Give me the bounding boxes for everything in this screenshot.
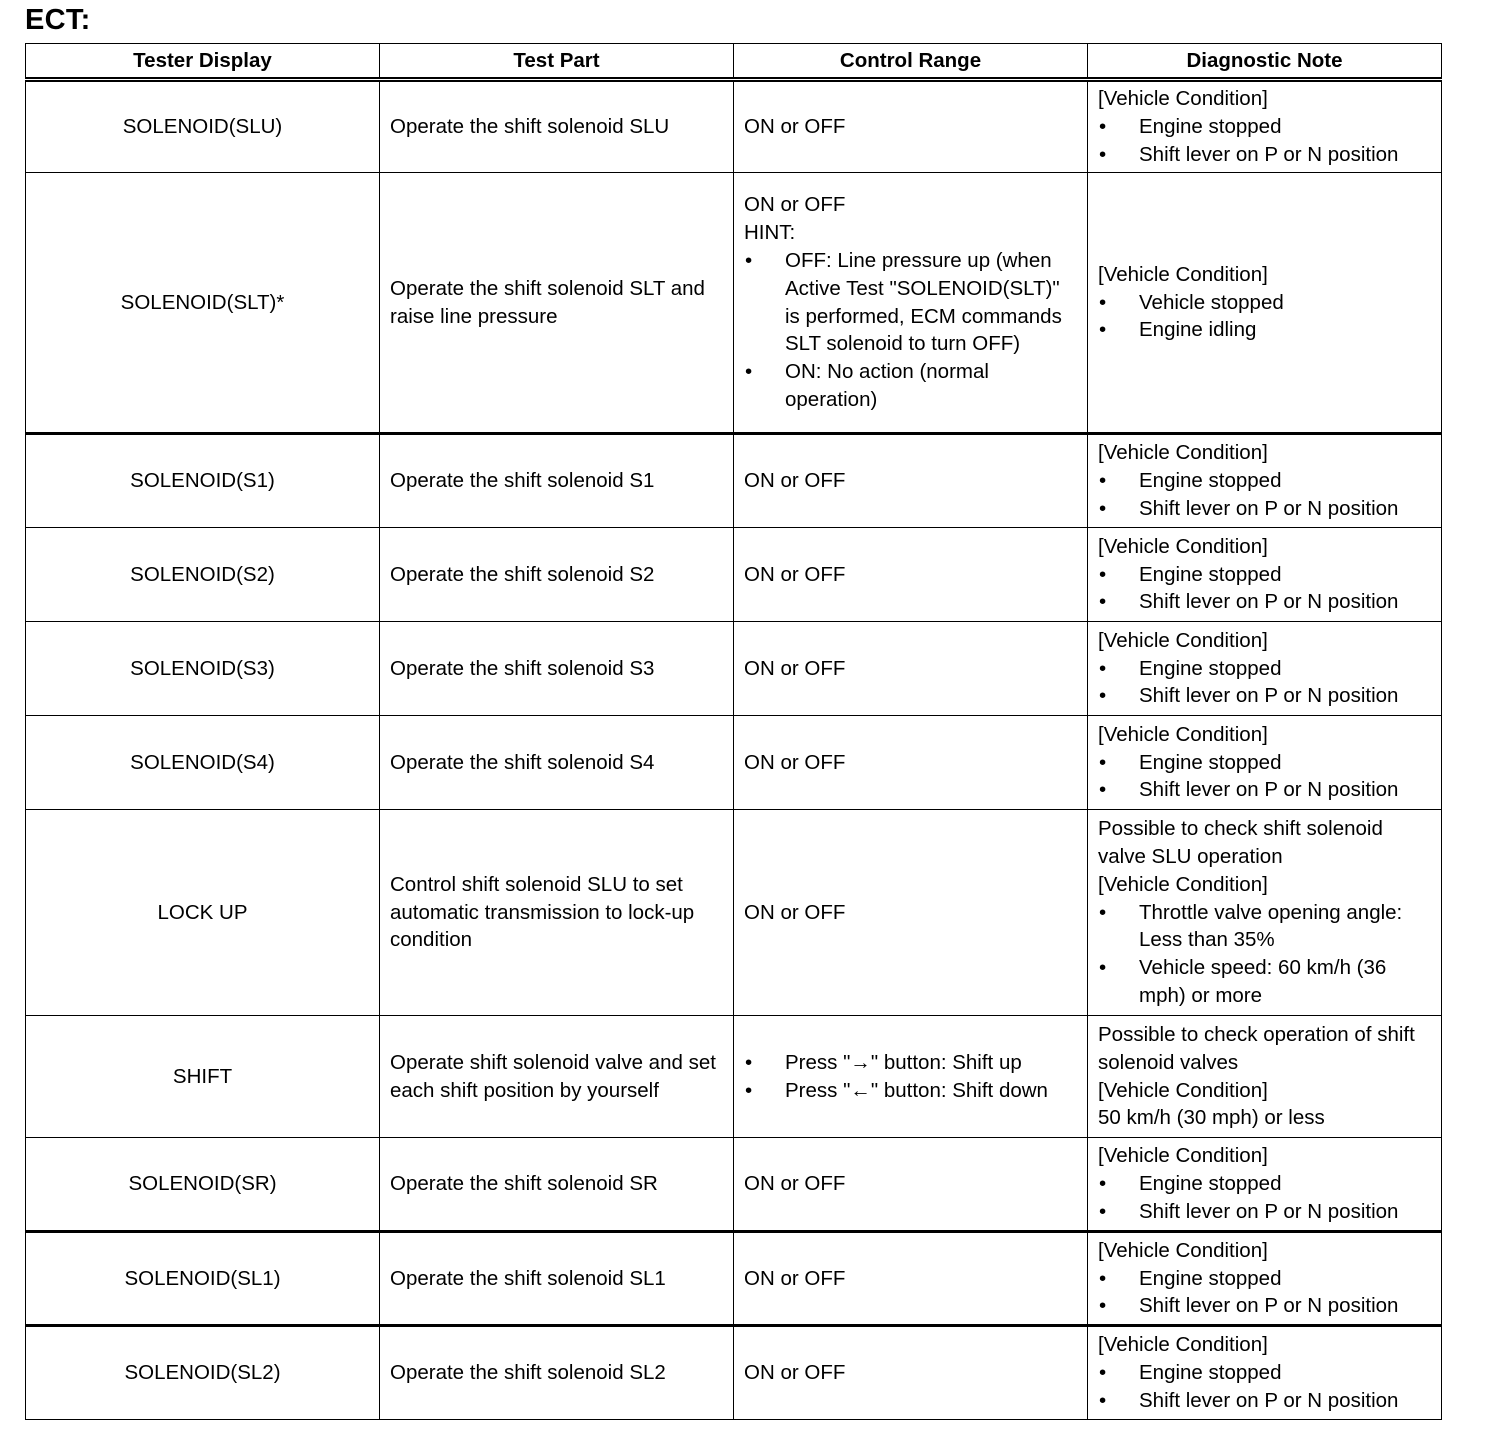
control-range-cell: ON or OFF [734, 80, 1088, 173]
control-range-cell: ON or OFF [734, 1138, 1088, 1232]
table-row [26, 1138, 1442, 1232]
note-condition: [Vehicle Condition] [1098, 722, 1268, 746]
note-bullet: • Engine stopped [1099, 656, 1282, 680]
note-bullet: • Engine stopped [1099, 1266, 1282, 1290]
note-bullet: • Vehicle stopped [1099, 290, 1284, 314]
control-range-cell: ON or OFF [734, 716, 1088, 810]
tester-display-cell: SOLENOID(S1) [26, 434, 380, 528]
tester-display-cell: SOLENOID(S4) [26, 716, 380, 810]
table-row [26, 528, 1442, 622]
table-row [26, 434, 1442, 528]
range-value: ON or OFF [744, 193, 846, 217]
note-bullet: • Engine stopped [1099, 1172, 1282, 1196]
table-row [26, 173, 1442, 434]
tester-display-cell: SOLENOID(SLU) [26, 80, 380, 173]
note-bullet: • Engine idling [1099, 318, 1257, 342]
tester-display-cell: SOLENOID(SR) [26, 1138, 380, 1232]
note-bullet: • Shift lever on P or N position [1099, 1294, 1399, 1318]
note-bullet: • Shift lever on P or N position [1099, 1199, 1399, 1223]
header-control-range: Control Range [734, 44, 1088, 80]
note-intro: Possible to check shift solenoid valve SLU operation [1098, 817, 1383, 868]
note-bullet: • Shift lever on P or N position [1099, 496, 1399, 520]
control-range-cell [734, 173, 1088, 434]
control-range-cell: ON or OFF [734, 1232, 1088, 1326]
diagnostic-note-cell [1088, 434, 1442, 528]
table-row [26, 716, 1442, 810]
table-row [26, 1326, 1442, 1420]
diagnostic-note-cell [1088, 173, 1442, 434]
diagnostic-note-cell [1088, 80, 1442, 173]
note-bullet: • Shift lever on P or N position [1099, 778, 1399, 802]
header-diagnostic-note: Diagnostic Note [1088, 44, 1442, 80]
table-row [26, 1016, 1442, 1138]
range-bullet: • ON: No action (normal operation) [745, 360, 989, 411]
note-condition: [Vehicle Condition] [1098, 1333, 1268, 1357]
note-condition: [Vehicle Condition] [1098, 262, 1268, 286]
range-bullet: • Press "→" button: Shift up [745, 1050, 1022, 1074]
tester-display-cell: SOLENOID(SL2) [26, 1326, 380, 1420]
test-part-cell: Operate the shift solenoid S2 [380, 528, 734, 622]
table-row [26, 80, 1442, 173]
note-bullet: • Shift lever on P or N position [1099, 684, 1399, 708]
table-row [26, 1232, 1442, 1326]
page-title: ECT: [25, 4, 91, 36]
note-condition: [Vehicle Condition] [1098, 628, 1268, 652]
test-part-cell: Operate the shift solenoid SLU [380, 80, 734, 173]
diagnostic-note-cell [1088, 1138, 1442, 1232]
test-part-cell: Operate shift solenoid valve and set each shift position by yourself [380, 1016, 734, 1138]
test-part-cell: Operate the shift solenoid S3 [380, 622, 734, 716]
note-condition: [Vehicle Condition] [1098, 534, 1268, 558]
test-part-cell: Operate the shift solenoid S4 [380, 716, 734, 810]
note-bullet: • Engine stopped [1099, 750, 1282, 774]
note-bullet: • Shift lever on P or N position [1099, 1388, 1399, 1412]
tester-display-cell: SOLENOID(S3) [26, 622, 380, 716]
range-bullet: • OFF: Line pressure up (when Active Test "SOLENOID(SLT)" is performed, ECM commands SLT solenoid to turn OFF) [745, 248, 1062, 356]
diagnostic-note-cell [1088, 528, 1442, 622]
note-condition: [Vehicle Condition] [1098, 441, 1268, 465]
diagnostic-note-cell [1088, 1232, 1442, 1326]
header-tester-display: Tester Display [26, 44, 380, 80]
control-range-cell: ON or OFF [734, 528, 1088, 622]
test-part-cell: Operate the shift solenoid SLT and raise line pressure [380, 173, 734, 434]
range-bullet: • Press "←" button: Shift down [745, 1078, 1048, 1102]
note-bullet: • Shift lever on P or N position [1099, 142, 1399, 166]
control-range-cell [734, 1016, 1088, 1138]
note-condition: [Vehicle Condition] [1098, 87, 1268, 111]
control-range-cell: ON or OFF [734, 434, 1088, 528]
note-condition: [Vehicle Condition] [1098, 1238, 1268, 1262]
ect-table [25, 43, 1442, 1420]
table-row [26, 622, 1442, 716]
test-part-cell: Operate the shift solenoid SL1 [380, 1232, 734, 1326]
tester-display-cell: SHIFT [26, 1016, 380, 1138]
note-bullet: • Engine stopped [1099, 1361, 1282, 1385]
tester-display-cell: SOLENOID(SL1) [26, 1232, 380, 1326]
table-row [26, 810, 1442, 1016]
note-condition: [Vehicle Condition] [1098, 1144, 1268, 1168]
diagnostic-note-cell [1088, 1016, 1442, 1138]
control-range-cell: ON or OFF [734, 1326, 1088, 1420]
diagnostic-note-cell [1088, 1326, 1442, 1420]
diagnostic-note-cell [1088, 622, 1442, 716]
tester-display-cell: LOCK UP [26, 810, 380, 1016]
diagnostic-note-cell [1088, 716, 1442, 810]
tester-display-cell: SOLENOID(SLT)* [26, 173, 380, 434]
test-part-cell: Operate the shift solenoid SR [380, 1138, 734, 1232]
header-row [26, 44, 1442, 80]
header-test-part: Test Part [380, 44, 734, 80]
diagnostic-note-cell [1088, 810, 1442, 1016]
tester-display-cell: SOLENOID(S2) [26, 528, 380, 622]
control-range-cell: ON or OFF [734, 810, 1088, 1016]
control-range-cell: ON or OFF [734, 622, 1088, 716]
note-bullet: • Throttle valve opening angle: Less than 35% [1099, 900, 1403, 952]
note-condition: [Vehicle Condition] [1098, 872, 1268, 896]
note-condition: [Vehicle Condition] [1098, 1078, 1268, 1102]
note-bullet: • Vehicle speed: 60 km/h (36 mph) or more [1099, 956, 1387, 1007]
test-part-cell: Operate the shift solenoid S1 [380, 434, 734, 528]
test-part-cell: Operate the shift solenoid SL2 [380, 1326, 734, 1420]
note-bullet: • Shift lever on P or N position [1099, 590, 1399, 614]
note-bullet: • Engine stopped [1099, 115, 1282, 139]
test-part-cell: Control shift solenoid SLU to set automatic transmission to lock-up condition [380, 810, 734, 1016]
note-tail: 50 km/h (30 mph) or less [1098, 1106, 1325, 1130]
note-bullet: • Engine stopped [1099, 469, 1282, 493]
note-intro: Possible to check operation of shift solenoid valves [1098, 1022, 1415, 1074]
range-hint: HINT: [744, 221, 796, 245]
note-bullet: • Engine stopped [1099, 562, 1282, 586]
